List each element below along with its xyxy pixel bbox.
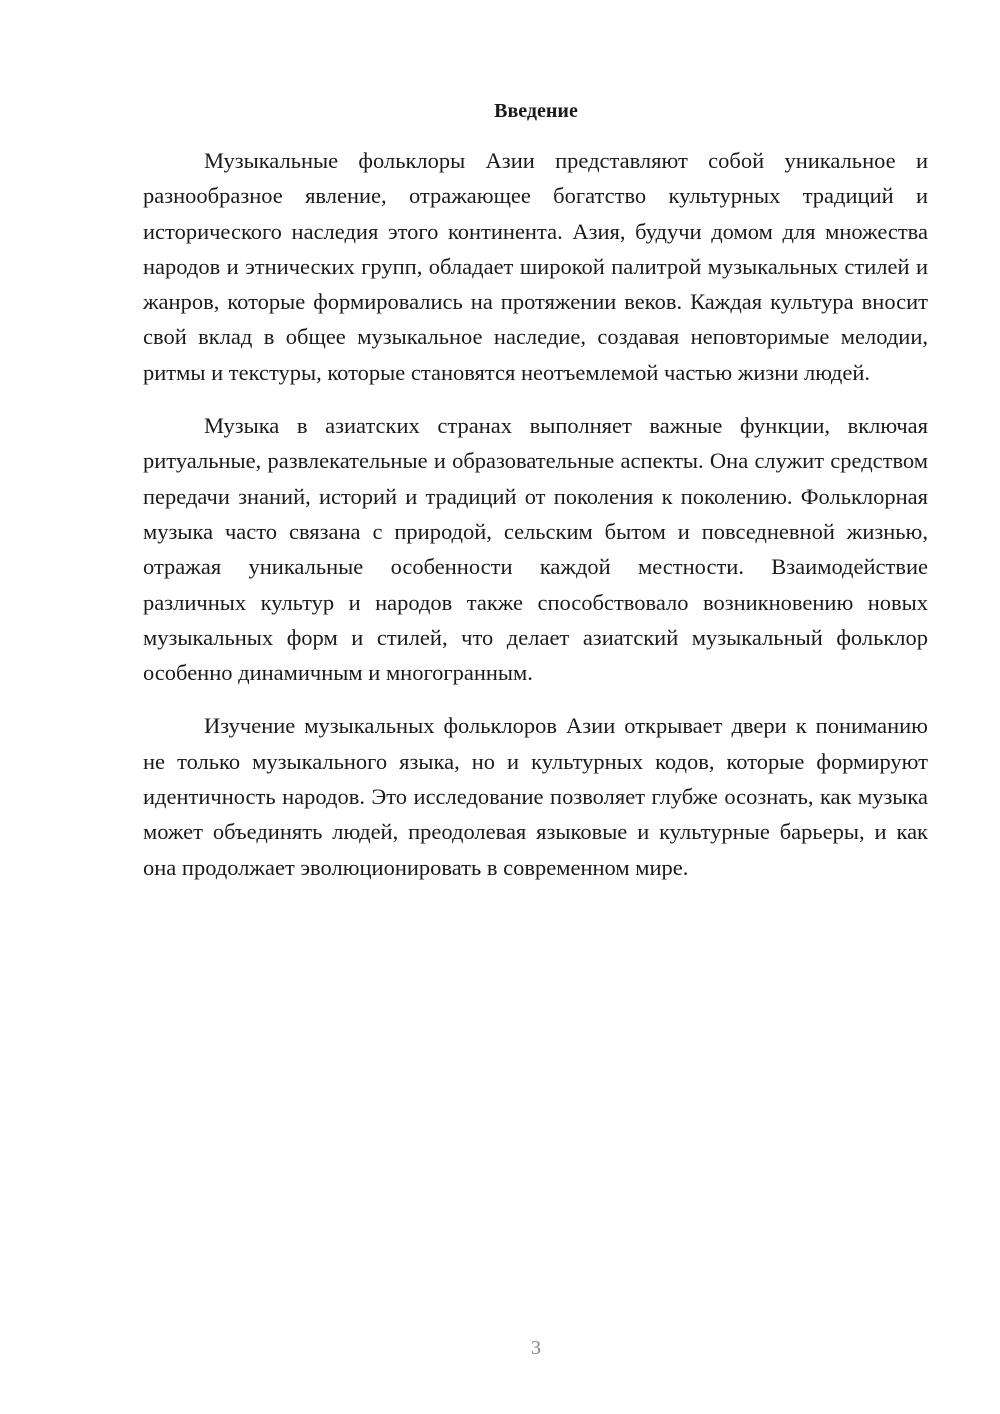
paragraph-1: Музыкальные фольклоры Азии представляют собой уникальное и разнообразное явление, отражающее богатство культурных традиций и исторического наследия этого континента. Азия, будучи домом для множества народов и этнических групп, обладает широкой палитрой музыкальных стилей и жанров, которые формировались на протяжении веков. Каждая культура вносит свой вклад в общее музыкальное наследие, создавая неповторимые мелодии, ритмы и текстуры, которые становятся неотъемлемой частью жизни людей. [143, 148, 928, 385]
page-number: 3 [531, 1337, 541, 1359]
paragraph-2: Музыка в азиатских странах выполняет важные функции, включая ритуальные, развлекательные и образовательные аспекты. Она служит средством передачи знаний, историй и традиций от поколения к поколению. Фольклорная музыка часто связана с природой, сельским бытом и повседневной жизнью, отражая уникальные особенности каждой местности. Взаимодействие различных культур и народов также способствовало возникновению новых музыкальных форм и стилей, что делает азиатский музыкальный фольклор особенно динамичным и многогранным. [143, 413, 928, 686]
document-body [143, 143, 928, 903]
paragraph-3: Изучение музыкальных фольклоров Азии открывает двери к пониманию не только музыкального языка, но и культурных кодов, которые формируют идентичность народов. Это исследование позволяет глубже осознать, как музыка может объединять людей, преодолевая языковые и культурные барьеры, и как она продолжает эволюционировать в современном мире. [143, 713, 928, 880]
page-title: Введение [494, 100, 578, 122]
